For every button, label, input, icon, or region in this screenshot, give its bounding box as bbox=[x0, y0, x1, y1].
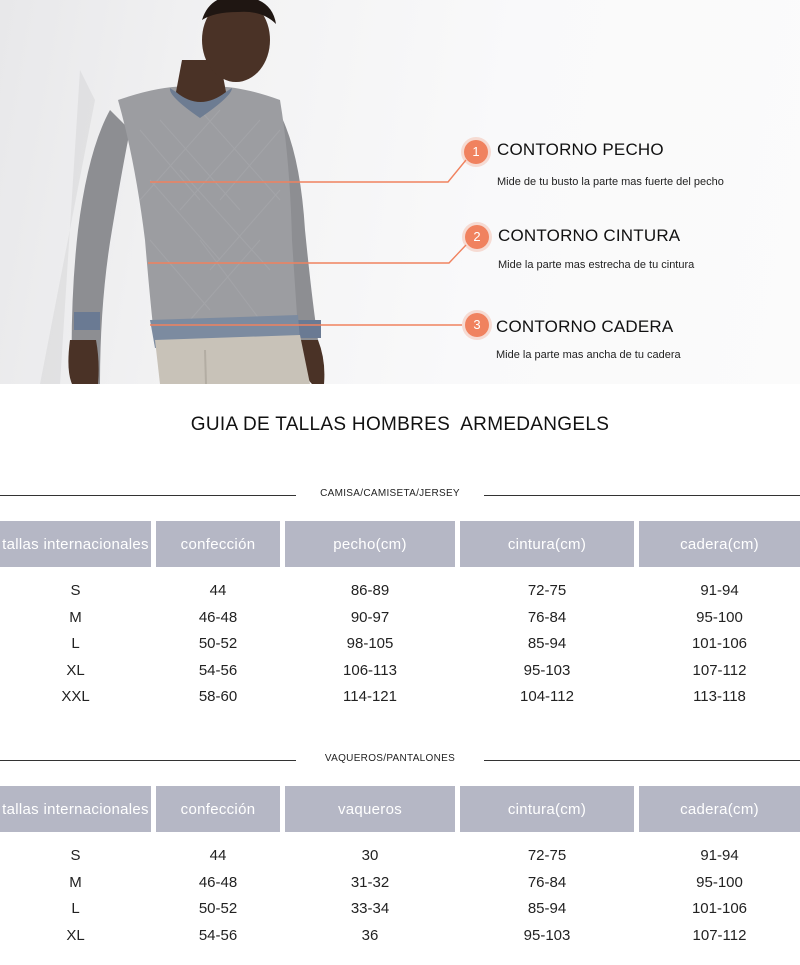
table-cell: 72-75 bbox=[527, 847, 567, 864]
measurement-3-description: Mide la parte mas ancha de tu cadera bbox=[496, 349, 681, 361]
table-cell: S bbox=[70, 847, 81, 864]
table-cell: XL bbox=[66, 926, 85, 944]
table-cell: 106-113 bbox=[343, 661, 397, 679]
table-cell: 91-94 bbox=[700, 582, 739, 599]
table-cell: 101-106 bbox=[691, 900, 748, 917]
header-confection: confección bbox=[156, 786, 280, 832]
table-header-row bbox=[0, 786, 800, 832]
table-cell: 113-118 bbox=[693, 688, 746, 705]
table-row bbox=[0, 896, 800, 922]
table-row bbox=[0, 658, 800, 684]
section-label: CAMISA/CAMISETA/JERSEY bbox=[320, 488, 460, 499]
table-cell: 98-105 bbox=[346, 635, 394, 652]
table-row bbox=[0, 870, 800, 896]
table-row bbox=[0, 578, 800, 604]
header-hip: cadera(cm) bbox=[639, 786, 800, 832]
table-cell: 114-121 bbox=[343, 688, 397, 705]
table-cell: 33-34 bbox=[350, 900, 390, 917]
table-cell: XXL bbox=[61, 688, 90, 705]
table-cell: 44 bbox=[209, 847, 227, 864]
table-cell: 95-100 bbox=[696, 873, 743, 891]
table-cell: 50-52 bbox=[198, 635, 238, 652]
measurement-lines bbox=[0, 0, 800, 384]
divider-left bbox=[0, 495, 296, 496]
table-row bbox=[0, 923, 800, 949]
table-cell: 54-56 bbox=[198, 926, 238, 944]
table-cell: 91-94 bbox=[700, 847, 739, 864]
table-cell: 76-84 bbox=[527, 608, 567, 626]
header-waist: cintura(cm) bbox=[460, 521, 634, 567]
table-cell: 36 bbox=[361, 926, 379, 944]
divider-left bbox=[0, 760, 296, 761]
table-cell: 85-94 bbox=[527, 900, 567, 917]
divider-right bbox=[484, 495, 800, 496]
table-cell: 31-32 bbox=[350, 873, 390, 891]
divider-right bbox=[484, 760, 800, 761]
measurement-2-badge: 2 bbox=[465, 225, 489, 249]
table-cell: 86-89 bbox=[350, 582, 390, 599]
header-hip: cadera(cm) bbox=[639, 521, 800, 567]
table-cell: L bbox=[71, 635, 80, 652]
table-cell: 104-112 bbox=[520, 688, 574, 705]
measurement-3-badge: 3 bbox=[465, 313, 489, 337]
header-confection: confección bbox=[156, 521, 280, 567]
table-cell: 95-103 bbox=[523, 661, 571, 679]
table-cell: 54-56 bbox=[198, 661, 238, 679]
table-cell: L bbox=[71, 900, 80, 917]
table-header-row bbox=[0, 521, 800, 567]
page-title: GUIA DE TALLAS HOMBRES ARMEDANGELS bbox=[190, 414, 610, 435]
table-cell: 90-97 bbox=[350, 608, 390, 626]
header-jeans: vaqueros bbox=[285, 786, 455, 832]
table-row bbox=[0, 605, 800, 631]
table-cell: 95-100 bbox=[696, 608, 743, 626]
table-row bbox=[0, 843, 800, 869]
table-cell: 107-112 bbox=[692, 926, 747, 944]
table-cell: 50-52 bbox=[198, 900, 238, 917]
table-cell: XL bbox=[66, 661, 85, 679]
table-row bbox=[0, 631, 800, 657]
header-sizes: tallas internacionales bbox=[0, 786, 151, 832]
header-chest: pecho(cm) bbox=[285, 521, 455, 567]
table-cell: 46-48 bbox=[198, 608, 238, 626]
table-cell: 72-75 bbox=[527, 582, 567, 599]
table-row bbox=[0, 684, 800, 710]
section-label: VAQUEROS/PANTALONES bbox=[324, 753, 456, 764]
table-cell: M bbox=[69, 608, 82, 626]
section-header-jeans bbox=[0, 753, 800, 767]
table-cell: 85-94 bbox=[527, 635, 567, 652]
measurement-1-description: Mide de tu busto la parte mas fuerte del pecho bbox=[497, 176, 724, 188]
measurement-1-title: CONTORNO PECHO bbox=[497, 140, 664, 159]
measurement-2-description: Mide la parte mas estrecha de tu cintura bbox=[498, 259, 695, 271]
table-cell: 101-106 bbox=[691, 635, 748, 652]
measurement-2-title: CONTORNO CINTURA bbox=[498, 226, 681, 245]
measurement-1-badge: 1 bbox=[464, 140, 488, 164]
header-waist: cintura(cm) bbox=[460, 786, 634, 832]
table-cell: M bbox=[69, 873, 82, 891]
measurement-3-title: CONTORNO CADERA bbox=[496, 317, 674, 336]
table-cell: S bbox=[70, 582, 81, 599]
table-cell: 107-112 bbox=[692, 661, 747, 679]
header-sizes: tallas internacionales bbox=[0, 521, 151, 567]
table-cell: 30 bbox=[361, 847, 379, 864]
table-cell: 46-48 bbox=[198, 873, 238, 891]
table-cell: 58-60 bbox=[198, 688, 238, 705]
table-cell: 95-103 bbox=[523, 926, 571, 944]
table-cell: 76-84 bbox=[527, 873, 567, 891]
section-header-shirts bbox=[0, 488, 800, 502]
hero-image bbox=[0, 0, 800, 384]
table-cell: 44 bbox=[209, 582, 227, 599]
